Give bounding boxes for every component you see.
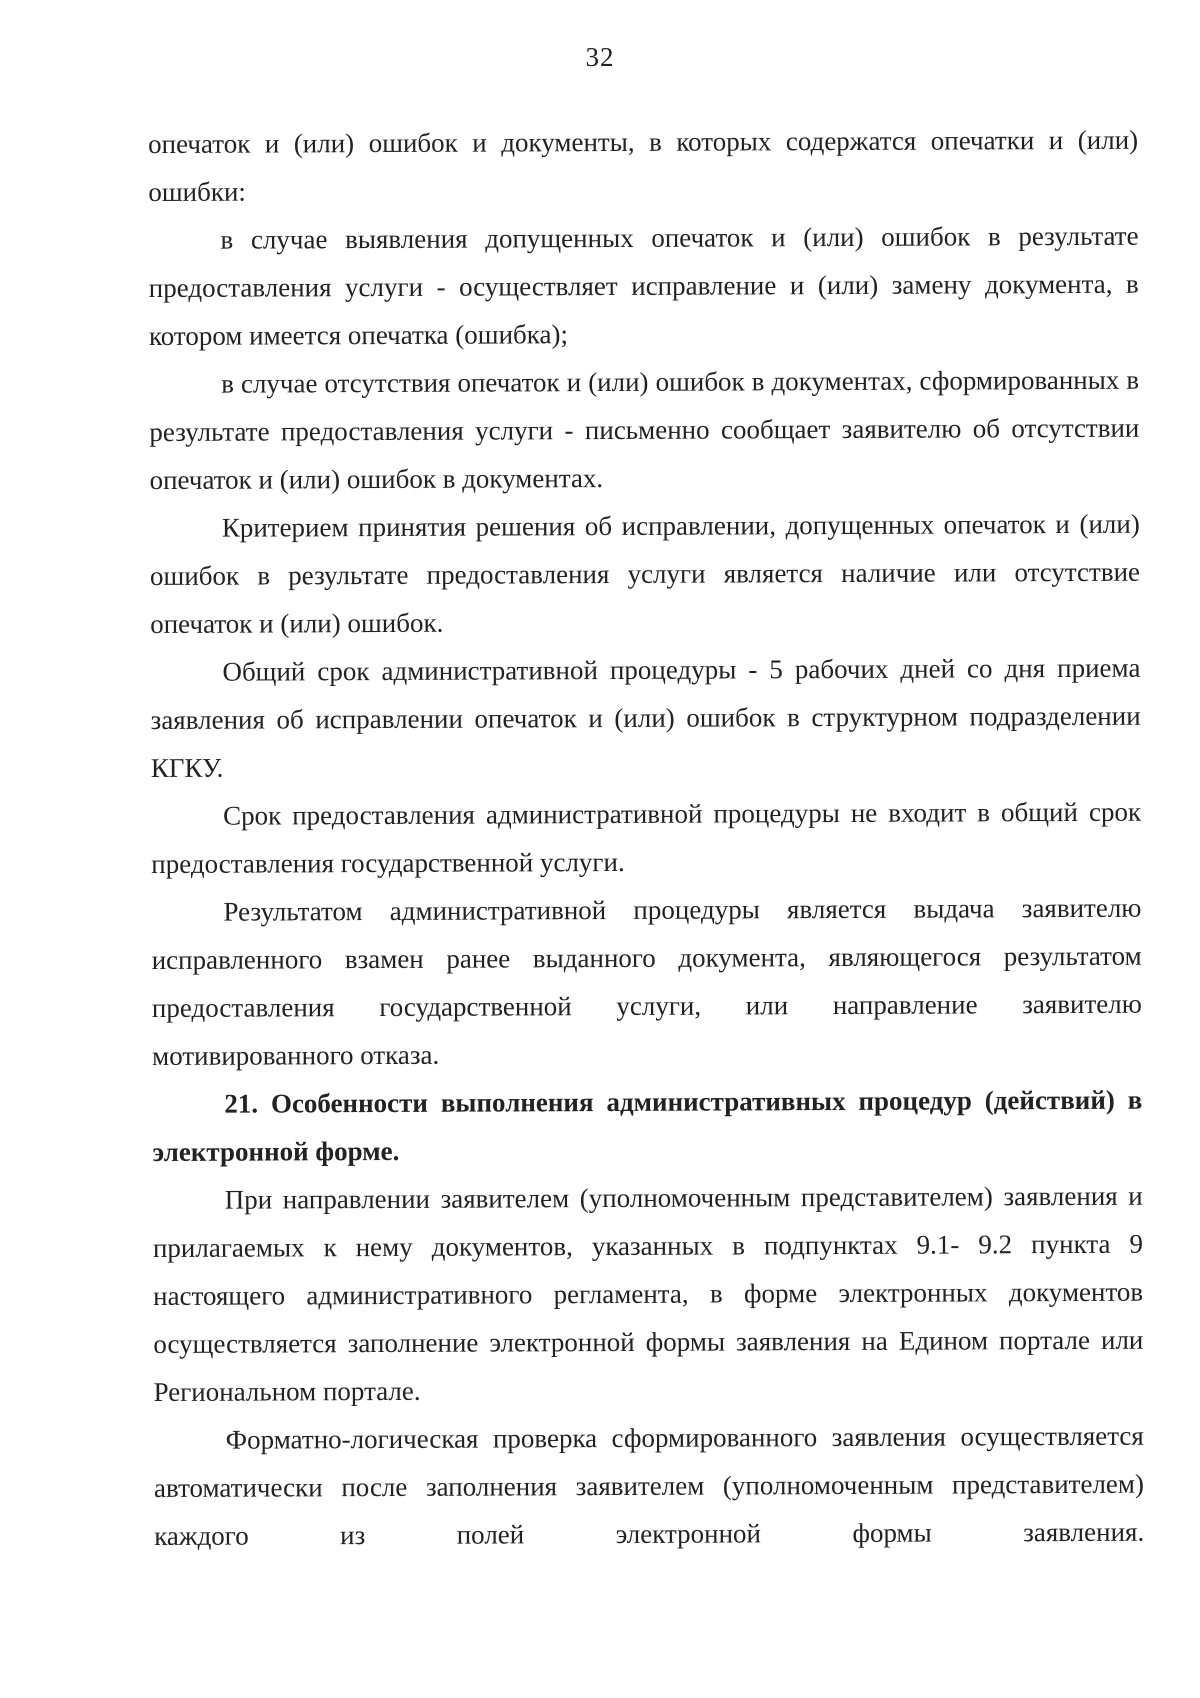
paragraph: опечаток и (или) ошибок и документы, в которых содержатся опечатки и (или) ошибки: bbox=[148, 124, 1139, 207]
paragraph: в случае отсутствия опечаток и (или) ошибок в документах, сформированных в результате предоставления услуги - письменно сообщает заявителю об отсутствии опечаток и (или) ошибок в документах. bbox=[149, 364, 1140, 495]
paragraph: Общий срок административной процедуры - 5 рабочих дней со дня приема заявления об исправлении опечаток и (или) ошибок в структурном подразделении КГКУ. bbox=[150, 652, 1141, 783]
document-body bbox=[148, 116, 1144, 1560]
paragraph: Критерием принятия решения об исправлении, допущенных опечаток и (или) ошибок в результате предоставления услуги является наличие или отсутствие опечаток и (или) ошибок. bbox=[149, 508, 1141, 639]
paragraph: Результатом административной процедуры является выдача заявителю исправленного взамен ранее выданного документа, являющегося результатом предоставления государственной услуги, или направление заявителю мотивированного отказа. bbox=[151, 892, 1142, 1071]
section-heading: 21. Особенности выполнения административных процедур (действий) в электронной форме. bbox=[152, 1084, 1143, 1167]
paragraph: в случае выявления допущенных опечаток и (или) ошибок в результате предоставления услуги - осуществляет исправление и (или) замену документа, в котором имеется опечатка (ошибка); bbox=[148, 220, 1139, 351]
page-number: 32 bbox=[585, 42, 615, 72]
paragraph: При направлении заявителем (уполномоченным представителем) заявления и прилагаемых к нему документов, указанных в подпунктах 9.1- 9.2 пункта 9 настоящего административного регламента, в форме электронных документов осуществляется заполнение электронной формы заявления на Едином портале или Региональном портале. bbox=[152, 1180, 1144, 1407]
paragraph: Форматно-логическая проверка сформированного заявления осуществляется автоматически после заполнения заявителем (уполномоченным представителем) каждого из полей электронной формы заявления. bbox=[153, 1420, 1145, 1551]
paragraph: Срок предоставления административной процедуры не входит в общий срок предоставления государственной услуги. bbox=[151, 796, 1142, 879]
